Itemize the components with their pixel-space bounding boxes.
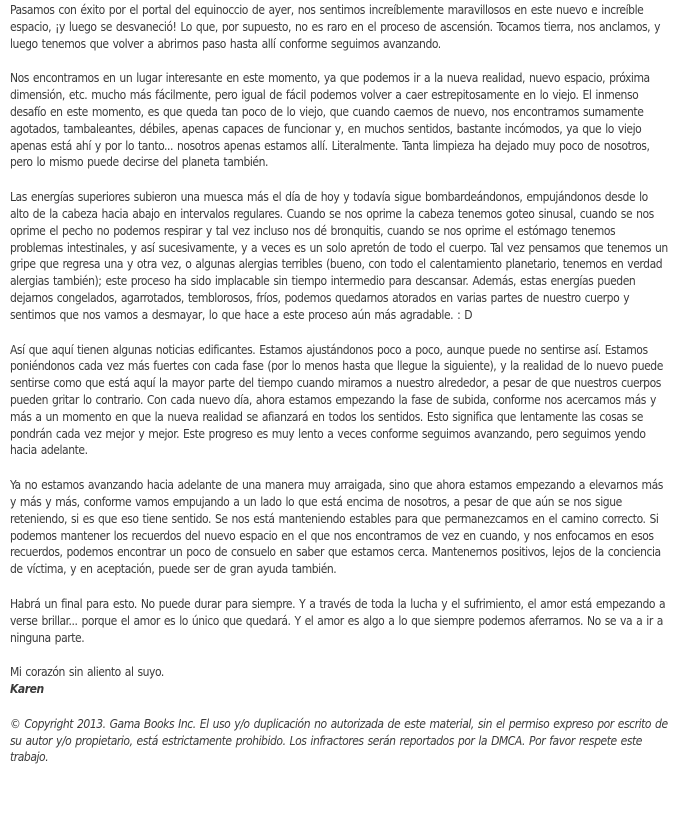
author-signature: Karen	[10, 682, 44, 697]
paragraph-6: Habrá un final para esto. No puede durar para siempre. Y a través de toda la lucha y el sufrimiento, el amor está empezando a verse brillar... porque el amor es lo único que quedará. Y el amor es algo a lo que siempre podemos aferrarnos. No se va a ir a ninguna parte.	[10, 596, 666, 645]
copyright-notice: © Copyright 2013. Gama Books Inc. El uso y/o duplicación no autorizada de este material, sin el permiso expreso por escrito de su autor y/o propietario, está estrictamente prohibido. Los infractores serán reportados por la DMCA. Por favor respete este trabajo.	[10, 716, 668, 765]
paragraph-2: Nos encontramos en un lugar interesante en este momento, ya que podemos ir a la nueva realidad, nuevo espacio, próxima dimensión, etc. mucho más fácilmente, pero igual de fácil podemos volver a caer estrepitosamente en lo viejo. El inmenso desafío en este momento, es que queda tan poco de lo viejo, que cuando caemos de nuevo, nos encontramos sumamente agotados, tambaleantes, débiles, apenas capaces de funcionar y, en muchos sentidos, bastante incómodos, ya que lo viejo apenas está ahí y por lo tanto... nosotros apenas estamos allí. Literalmente. Tanta limpieza ha dejado muy poco de nosotros, pero lo mismo puede decirse del planeta también.	[10, 71, 650, 170]
paragraph-5: Ya no estamos avanzando hacia adelante de una manera muy arraigada, sino que ahora estamos empezando a elevarnos más y más y más, conforme vamos empujando a un lado lo que está encima de nosotros, a pesar de que aún se nos sigue reteniendo, si es que eso tiene sentido. Se nos está manteniendo estables para que permanezcamos en el camino correcto. Si podemos mantener los recuerdos del nuevo espacio en el que nos encontramos de vez en cuando, y nos enfocamos en esos recuerdos, podemos encontrar un poco de consuelo en saber que estamos cerca. Mantenernos positivos, lejos de la conciencia de víctima, y en aceptación, puede ser de gran ayuda también.	[10, 478, 663, 577]
paragraph-4: Así que aquí tienen algunas noticias edificantes. Estamos ajustándonos poco a poco, aunque puede no sentirse así. Estamos poniéndonos cada vez más fuertes con cada fase (por lo menos hasta que llegue la siguiente), y la realidad de lo nuevo puede sentirse como que está aquí la mayor parte del tiempo cuando miramos a nuestro alrededor, a pesar de que nuestros cuerpos pueden gritar lo contrario. Con cada nuevo día, ahora estamos empezando la fase de subida, conforme nos acercamos más y más a un momento en que la nueva realidad se afianzará en todos los sentidos. Esto significa que lentamente las cosas se pondrán cada vez mejor y mejor. Este progreso es muy lento a veces conforme seguimos avanzando, pero seguimos yendo hacia adelante.	[10, 342, 663, 458]
paragraph-3: Las energías superiores subieron una muesca más el día de hoy y todavía sigue bombardeándonos, empujándonos desde lo alto de la cabeza hacia abajo en intervalos regulares. Cuando se nos oprime la cabeza tenemos goteo sinusal, cuando se nos oprime el pecho no podemos respirar y tal vez incluso nos dé bronquitis, cuando se nos oprime el estómago tenemos problemas intestinales, y así sucesivamente, y a veces es un solo apretón de todo el cuerpo. Tal vez pensamos que tenemos un gripe que regresa una y otra vez, o algunas alergias terribles (bueno, con todo el calentamiento planetario, tenemos en verdad alergias también); este proceso ha sido implacable sin tiempo intermedio para descansar. Además, estas energías pueden dejarnos congelados, agarrotados, temblorosos, fríos, podemos quedarnos atorados en varias partes de nuestro cuerpo y sentimos que nos vamos a desmayar, lo que hace a este proceso aún más agradable. : D	[10, 190, 668, 322]
closing-line: Mi corazón sin aliento al suyo.	[10, 665, 164, 680]
paragraph-1: Pasamos con éxito por el portal del equinoccio de ayer, nos sentimos increíblemente maravillosos en este nuevo e increíble espacio, ¡y luego se desvaneció! Lo que, por supuesto, no es raro en el proceso de ascensión. Tocamos tierra, nos anclamos, y luego tenemos que volver a abrirnos paso hasta allí conforme seguimos avanzando.	[10, 3, 661, 51]
